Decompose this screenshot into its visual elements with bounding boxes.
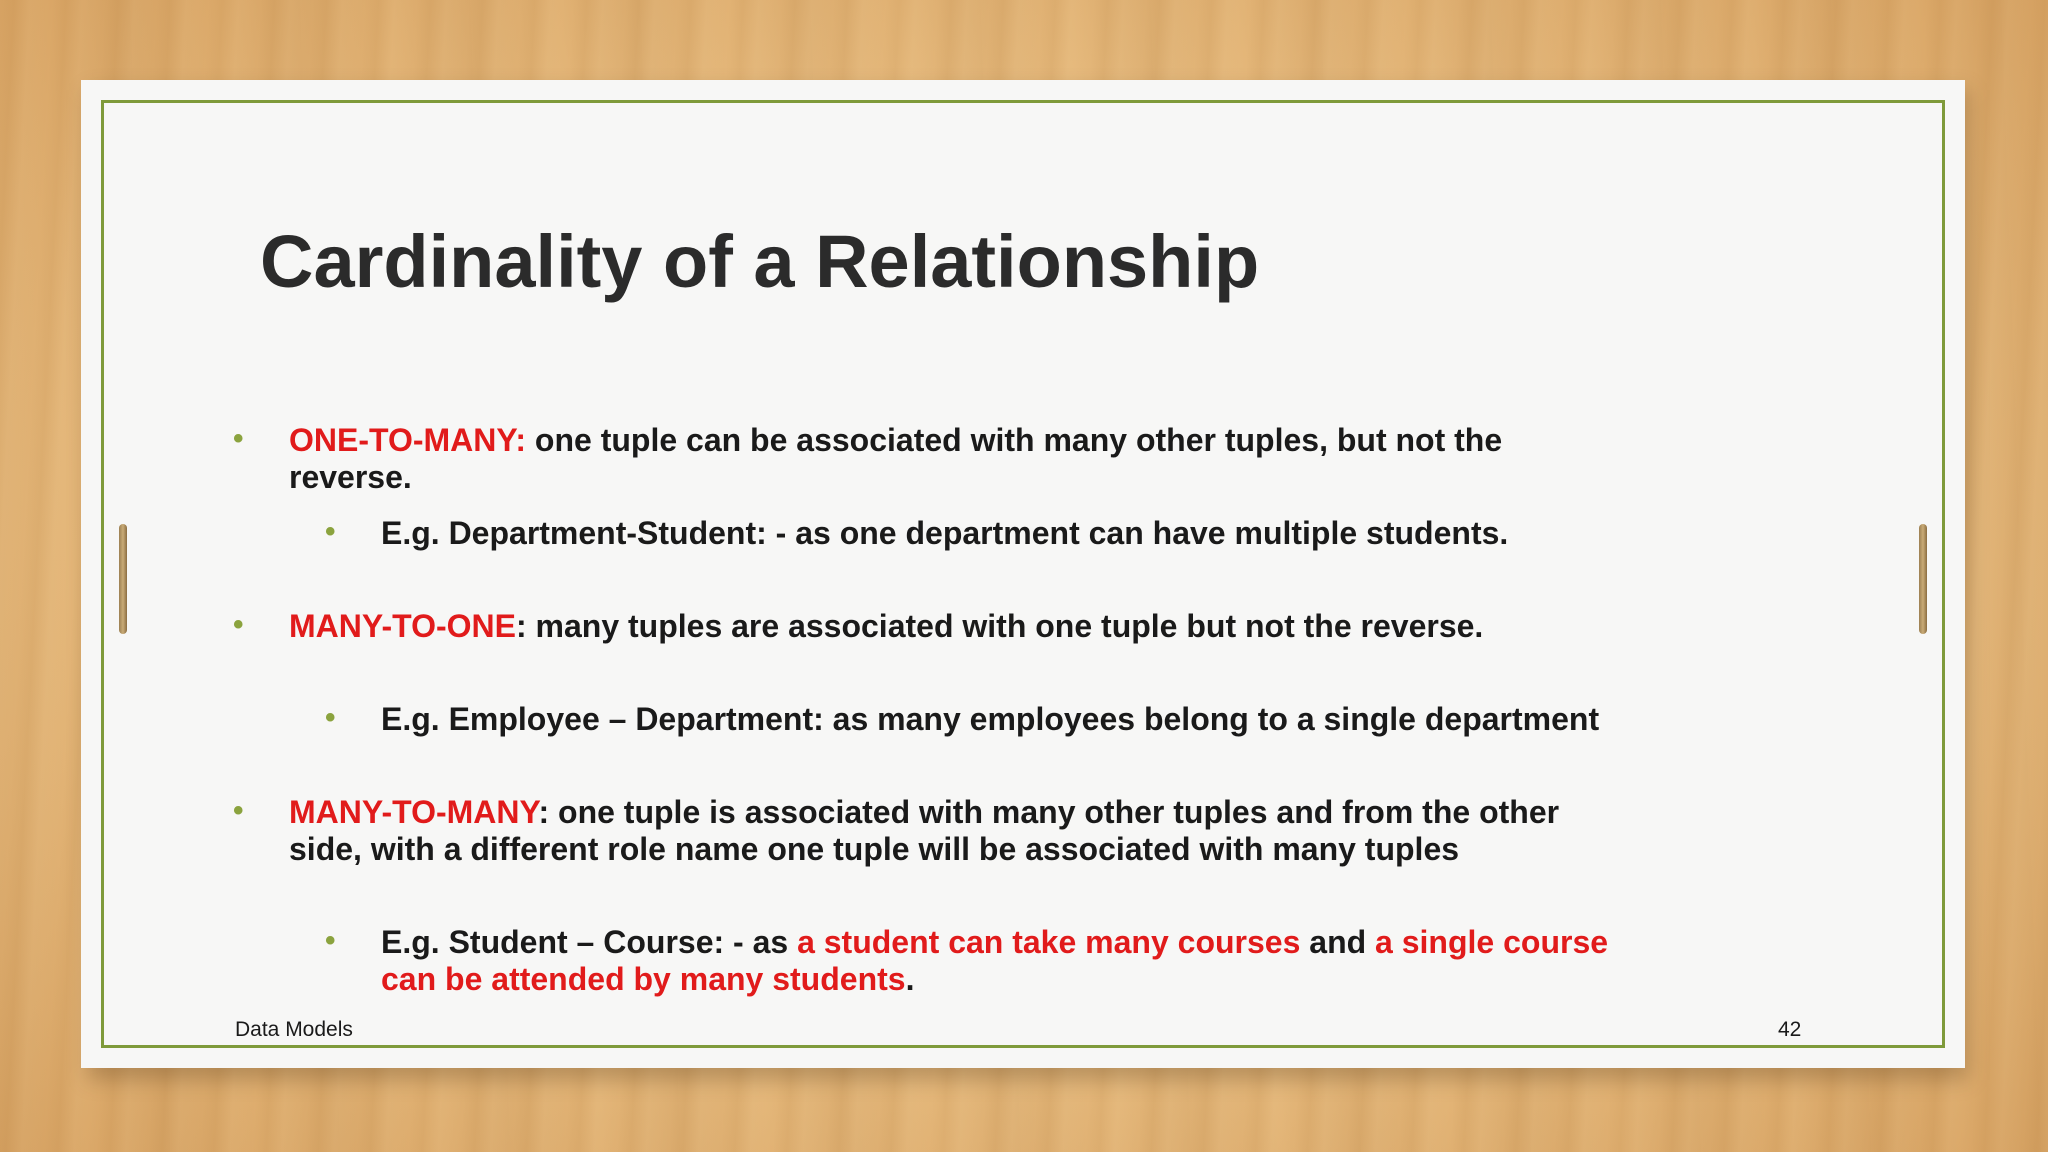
bullet-icon: • [233, 608, 244, 641]
bullet-term: MANY-TO-ONE [289, 608, 516, 644]
bullet-many-to-one [233, 608, 1619, 645]
bullet-text: one tuple can be associated with many other tuples, but not the reverse. [289, 422, 1503, 495]
example-text: E.g. Department-Student: - as one department can have multiple students. [381, 515, 1509, 551]
example-department-student [325, 515, 1641, 552]
bullet-term: MANY-TO-MANY [289, 794, 539, 830]
example-highlight-2: a single course can be attended by many students [381, 924, 1609, 997]
bullet-text: : one tuple is associated with many other tuples and from the other side, with a different role name one tuple will be associated with many tuples [289, 794, 1560, 867]
slide-title: Cardinality of a Relationship [260, 220, 1260, 303]
example-middle: and [1300, 924, 1376, 960]
bullet-term: ONE-TO-MANY: [289, 422, 527, 458]
example-highlight-1: a student can take many courses [797, 924, 1301, 960]
sub-bullet-icon: • [325, 515, 336, 548]
slide [81, 80, 1965, 1068]
footer-title: Data Models [235, 1018, 353, 1041]
example-employee-department [325, 701, 1641, 738]
bullet-many-to-many [233, 794, 1619, 868]
example-prefix: E.g. Student – Course: - as [381, 924, 798, 960]
sub-bullet-icon: • [325, 701, 336, 734]
page-number: 42 [1778, 1018, 1802, 1041]
example-student-course [325, 924, 1641, 998]
example-suffix: . [905, 961, 915, 997]
slide-content [81, 80, 1965, 1068]
bullet-icon: • [233, 422, 244, 455]
bullet-icon: • [233, 794, 244, 827]
sub-bullet-icon: • [325, 924, 336, 957]
example-text: E.g. Employee – Department: as many employees belong to a single department [381, 701, 1600, 737]
bullet-text: : many tuples are associated with one tuple but not the reverse. [515, 608, 1484, 644]
bullet-one-to-many [233, 422, 1619, 496]
